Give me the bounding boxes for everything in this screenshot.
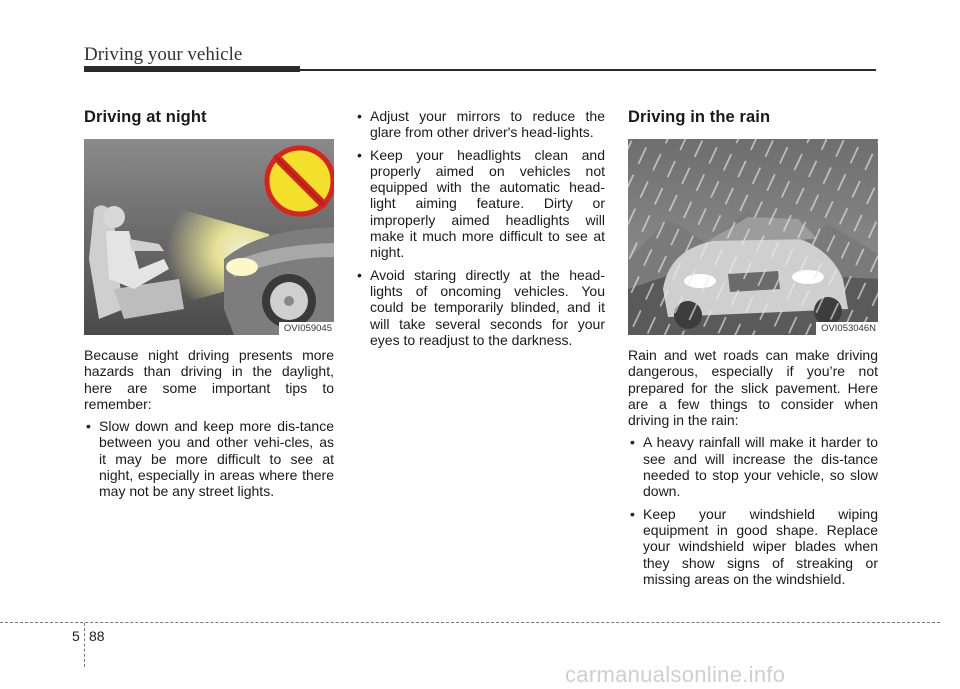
night-driving-image xyxy=(84,139,334,335)
footer-rule xyxy=(0,622,940,623)
figure-code: OVI053046N xyxy=(816,322,878,335)
rain-intro-paragraph: Rain and wet roads can make driving dangerous, especially if you’re not prepared for the slick pavement. Here are a few things to consider when driving in the rain: xyxy=(628,347,878,429)
night-tip-mirrors: • Adjust your mirrors to reduce the glare from other driver's head-lights. xyxy=(355,108,605,141)
rain-driving-illustration xyxy=(628,139,878,335)
header-bar xyxy=(84,66,300,72)
night-tip-avoid-staring: • Avoid staring directly at the head-lights of oncoming vehicles. You could be temporarily blinded, and it will take several seconds for your eyes to readjust to the darkness. xyxy=(355,267,605,348)
night-tip-headlights: • Keep your headlights clean and properly aimed on vehicles not equipped with the automatic head-light aiming feature. Dirty or improperly aimed headlights will make it much more difficult to see at night. xyxy=(355,147,605,261)
section-number: 5 xyxy=(72,628,80,644)
night-driving-illustration xyxy=(84,139,334,335)
rain-tips-list xyxy=(628,434,878,587)
figure-code: OVI059045 xyxy=(279,322,334,335)
rain-driving-column xyxy=(628,108,878,593)
night-tips-list xyxy=(84,418,334,499)
rain-tip-wipers: • Keep your windshield wiping equipment in good shape. Replace your windshield wiper blades when they show signs of streaking or missing areas on the windshield. xyxy=(628,506,878,587)
night-intro-paragraph: Because night driving presents more hazards than driving in the daylight, here are some important tips to remember: xyxy=(84,347,334,412)
watermark: carmanualsonline.info xyxy=(565,662,786,687)
night-tips-list-continued xyxy=(355,108,605,348)
night-driving-continued-column xyxy=(355,108,605,354)
night-tip-slow-down: • Slow down and keep more dis-tance between you and other vehi-cles, as it may be more difficult to see at night, especially in areas where there may not be any street lights. xyxy=(84,418,334,499)
night-driving-heading: Driving at night xyxy=(84,108,207,126)
page-number: 88 xyxy=(89,628,105,644)
footer-divider xyxy=(84,623,85,667)
rain-tip-slow-down: • A heavy rainfall will make it harder to see and will increase the dis-tance needed to stop your vehicle, so slow down. xyxy=(628,434,878,499)
rain-driving-heading: Driving in the rain xyxy=(628,108,771,126)
header-rule xyxy=(300,69,876,71)
night-driving-column xyxy=(84,108,334,506)
page-header-title: Driving your vehicle xyxy=(84,44,243,65)
rain-driving-image xyxy=(628,139,878,335)
